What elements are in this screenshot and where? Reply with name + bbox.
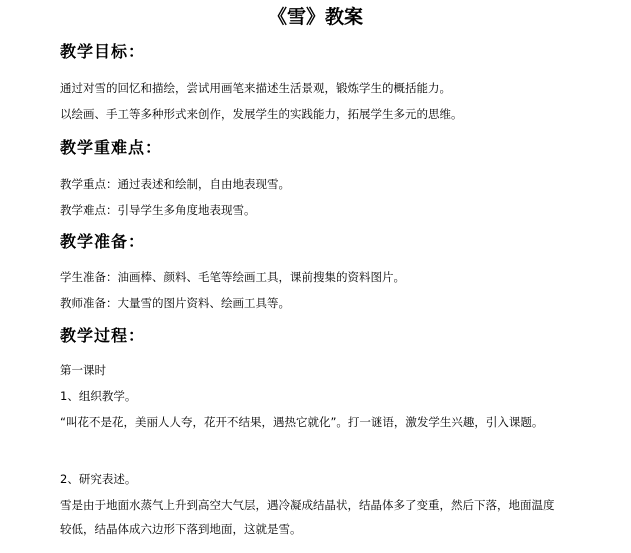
key-point-line: 教学重点：通过表述和绘制，自由地表现雪。 [60,177,290,191]
section-heading-key-points: 教学重难点： [60,138,163,157]
document-title: 《雪》教案 [267,6,363,28]
section-heading-process: 教学过程： [60,326,146,345]
teacher-preparation-line: 教师准备：大量雪的图片资料、绘画工具等。 [60,296,290,310]
process-step-1: 1、组织教学。 [60,389,137,403]
student-preparation-line: 学生准备：油画棒、颜料、毛笔等绘画工具，课前搜集的资料图片。 [60,270,405,284]
difficult-point-line: 教学难点：引导学生多角度地表现雪。 [60,203,256,217]
goals-line-2: 以绘画、手工等多种形式来创作，发展学生的实践能力，拓展学生多元的思维。 [60,107,463,121]
lesson-label: 第一课时 [60,363,106,377]
section-heading-preparation: 教学准备： [60,232,146,251]
riddle-paragraph: “叫花不是花，美丽人人夸，花开不结果，遇热它就化”。打一谜语，激发学生兴趣，引入课题。 [60,415,544,429]
snow-explanation-paragraph: 雪是由于地面水蒸气上升到高空大气层，遇冷凝成结晶状，结晶体多了变重，然后下落，地面温度较低，结晶体成六边形下落到地面，这就是雪。 [60,498,555,536]
process-step-2: 2、研究表述。 [60,472,137,486]
goals-line-1: 通过对雪的回忆和描绘，尝试用画笔来描述生活景观，锻炼学生的概括能力。 [60,81,451,95]
section-heading-goals: 教学目标： [60,42,146,61]
